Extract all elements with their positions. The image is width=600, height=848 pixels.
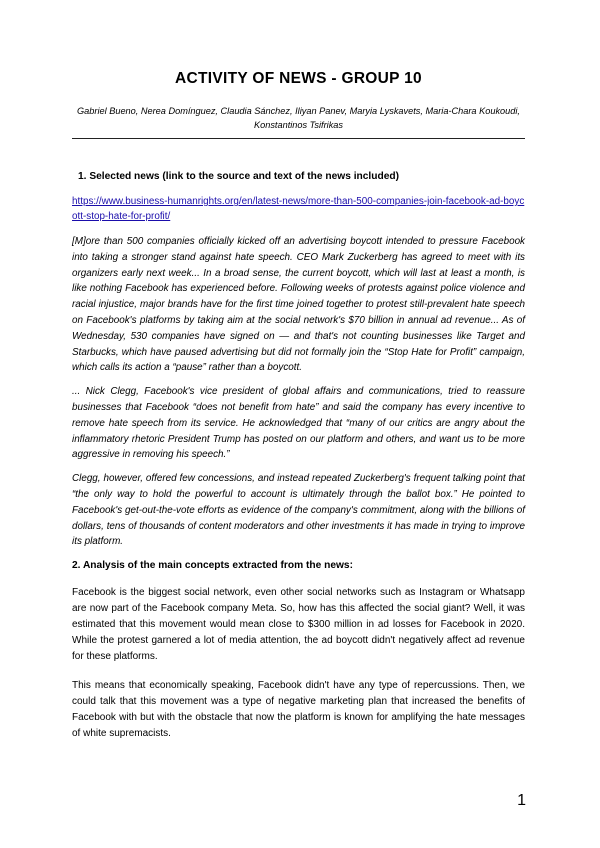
document-title: ACTIVITY OF NEWS - GROUP 10 [175, 70, 422, 87]
news-quote-paragraph: Clegg, however, offered few concessions, and instead repeated Zuckerberg's frequent talking point that “the only way to hold the powerful to account is ultimately through the ballot box.” He pointed to Facebook's get-out-the-vote efforts as evidence of the company's commitment, along with the billions of dollars, tens of thousands of content moderators and other investments it has made in trying to improve its platform. [72, 473, 525, 548]
news-quote-paragraph: [M]ore than 500 companies officially kicked off an advertising boycott intended to pressure Facebook into taking a stronger stand against hate speech. CEO Mark Zuckerberg has agreed to meet with its organizers early next week... In a broad sense, the current boycott, which will last at least a month, is like nothing Facebook has experienced before. Following weeks of protests against police violence and racial injustice, major brands have for the first time joined together to protest still-prevalent hate speech on Facebook's platforms by taking aim at the social network's $70 billion in annual ad revenue... As of Wednesday, 530 companies have signed on — and that's not counting businesses like Target and Starbucks, which have paused advertising but did not formally join the “Stop Hate for Profit” campaign, which calls its action a “pause” rather than a boycott. [72, 236, 525, 374]
document-page [72, 70, 525, 742]
analysis-paragraph: Facebook is the biggest social network, even other social networks such as Instagram or Whatsapp are now part of the Facebook company Meta. So, how has this affected the social giant? Well, it was estimated that this movement would mean close to $300 million in ad losses for Facebook in 2020. While the protest garnered a lot of media attention, the ad boycott didn't negatively affect ad revenue for these platforms. [72, 587, 525, 663]
author-list: Gabriel Bueno, Nerea Domínguez, Claudia Sánchez, Iliyan Panev, Maryia Lyskavets, Maria-Chara Koukoudi, Konstantinos Tsifrikas [77, 106, 520, 130]
source-link[interactable]: https://www.business-humanrights.org/en/latest-news/more-than-500-companies-join-facebook-ad-boycott-stop-hate-for-profit/ [72, 196, 525, 222]
section-2-heading: 2. Analysis of the main concepts extracted from the news: [72, 560, 353, 572]
page-number: 1 [517, 792, 526, 809]
news-quote-paragraph: ... Nick Clegg, Facebook's vice president of global affairs and communications, tried to reassure businesses that Facebook “does not benefit from hate” and said the company has every incentive to remove hate speech from its service. He acknowledged that “many of our critics are angry about the inflammatory rhetoric President Trump has posted on our platform and others, and want us to be more aggressive in removing his speech.” [72, 386, 525, 461]
analysis-paragraph: This means that economically speaking, Facebook didn't have any type of repercussions. Then, we could talk that this movement was a type of negative marketing plan that increased the benefits of Facebook with but with the obstacle that now the platform is known for amplifying the hate messages of white supremacists. [72, 680, 525, 740]
title-divider [72, 138, 525, 139]
section-1-heading: 1. Selected news (link to the source and text of the news included) [78, 171, 399, 182]
